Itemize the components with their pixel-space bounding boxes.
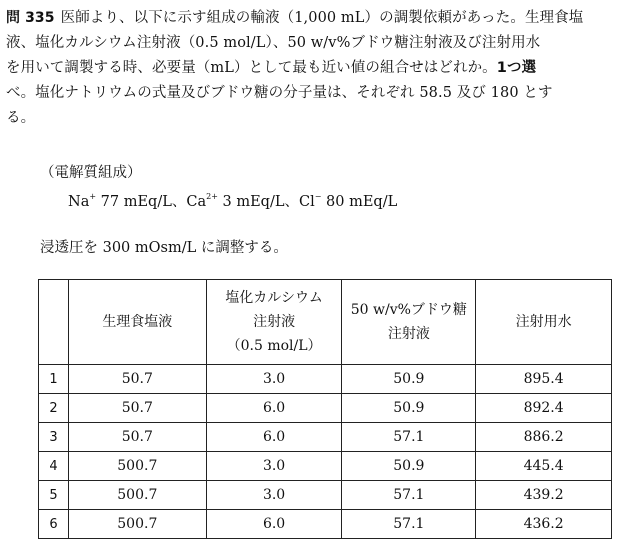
osmolality-statement: 浸透圧を 300 mOsm/L に調整する。 (40, 240, 288, 256)
na-charge: + (89, 192, 97, 201)
row-number: 6 (39, 510, 69, 539)
header-water: 注射用水 (476, 280, 612, 365)
row-number: 5 (39, 481, 69, 510)
cell-cacl: 3.0 (206, 452, 342, 481)
question-text-2: 液、塩化カルシウム注射液（0.5 mol/L）、50 w/v%ブドウ糖注射液及び注射用水 (6, 35, 541, 51)
select-instruction: 1つ選 (496, 60, 537, 76)
question-number: 問 335 (6, 10, 55, 26)
cell-saline: 50.7 (68, 394, 206, 423)
header-cacl: 塩化カルシウム 注射液 （0.5 mol/L） (206, 280, 342, 365)
row-number: 1 (39, 365, 69, 394)
cell-water: 439.2 (476, 481, 612, 510)
row-number: 4 (39, 452, 69, 481)
composition-heading: （電解質組成） (40, 165, 142, 181)
question-line-3 (6, 56, 612, 81)
cell-glucose: 50.9 (342, 394, 476, 423)
table-row[interactable] (39, 394, 612, 423)
cell-saline: 50.7 (68, 365, 206, 394)
cell-water: 895.4 (476, 365, 612, 394)
table-header-row (39, 280, 612, 365)
header-number-cell (39, 280, 69, 365)
cell-cacl: 6.0 (206, 423, 342, 452)
cl-label: Cl (298, 194, 315, 210)
cell-cacl: 3.0 (206, 481, 342, 510)
question-line-1 (6, 6, 612, 31)
cell-water: 445.4 (476, 452, 612, 481)
cell-saline: 500.7 (68, 452, 206, 481)
cell-glucose: 57.1 (342, 423, 476, 452)
cell-saline: 50.7 (68, 423, 206, 452)
cell-water: 886.2 (476, 423, 612, 452)
cell-cacl: 6.0 (206, 394, 342, 423)
answer-table (38, 279, 612, 539)
na-value: 77 mEq/L、 (96, 194, 187, 210)
row-number: 3 (39, 423, 69, 452)
table-row[interactable] (39, 365, 612, 394)
cell-glucose: 57.1 (342, 510, 476, 539)
row-number: 2 (39, 394, 69, 423)
cell-glucose: 50.9 (342, 365, 476, 394)
cell-glucose: 50.9 (342, 452, 476, 481)
cell-glucose: 57.1 (342, 481, 476, 510)
question-line-5 (6, 106, 612, 131)
cell-saline: 500.7 (68, 510, 206, 539)
question-block (6, 6, 612, 131)
header-glucose: 50 w/v%ブドウ糖 注射液 (342, 280, 476, 365)
question-text-1: 医師より、以下に示す組成の輸液（1,000 mL）の調製依頼があった。生理食塩 (60, 10, 584, 26)
ca-label: Ca (186, 194, 207, 210)
question-line-2 (6, 31, 612, 56)
cell-water: 892.4 (476, 394, 612, 423)
cell-cacl: 3.0 (206, 365, 342, 394)
ca-value: 3 mEq/L、 (217, 194, 299, 210)
table-row[interactable] (39, 423, 612, 452)
question-text-3: を用いて調製する時、必要量（mL）として最も近い値の組合せはどれか。 (6, 60, 497, 76)
na-label: Na (68, 194, 90, 210)
header-saline: 生理食塩液 (68, 280, 206, 365)
table-row[interactable] (39, 481, 612, 510)
electrolyte-composition (68, 190, 397, 211)
cl-charge: − (314, 192, 322, 201)
ca-charge: 2+ (206, 192, 218, 201)
table-row[interactable] (39, 510, 612, 539)
cl-value: 80 mEq/L (321, 194, 398, 210)
question-line-4 (6, 81, 612, 106)
cell-saline: 500.7 (68, 481, 206, 510)
cell-water: 436.2 (476, 510, 612, 539)
question-text-4: べ。塩化ナトリウムの式量及びブドウ糖の分子量は、それぞれ 58.5 及び 180 とす (6, 85, 553, 101)
table-row[interactable] (39, 452, 612, 481)
cell-cacl: 6.0 (206, 510, 342, 539)
question-text-5: る。 (6, 110, 36, 126)
